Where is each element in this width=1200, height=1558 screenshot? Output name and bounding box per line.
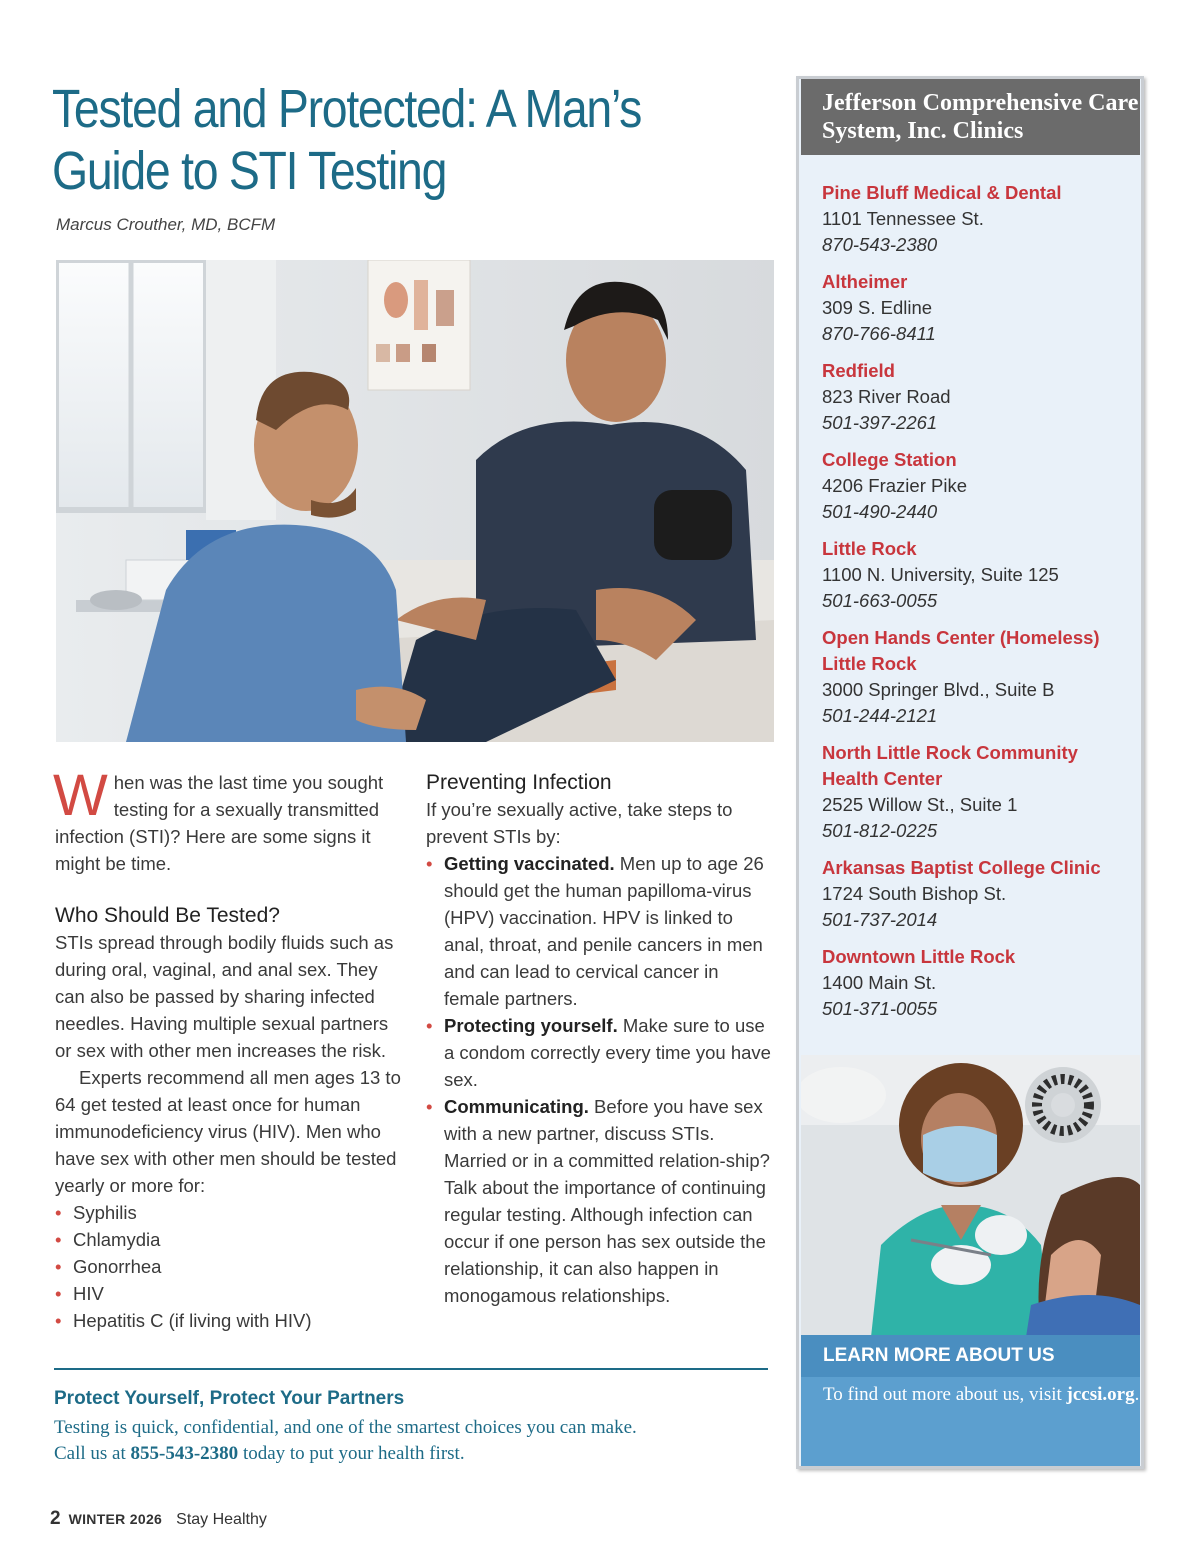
callout-phone[interactable]: 855-543-2380 [130,1443,239,1464]
intro-text: hen was the last time you sought testing for a sexually transmitted infection (STI)? Here are some signs it might be time. [55,772,384,874]
clinic-address: 1400 Main St. [822,972,937,993]
clinic-phone[interactable]: 501-244-2121 [822,705,938,726]
clinic-phone[interactable]: 501-371-0055 [822,998,938,1019]
page-number: 2 [50,1508,61,1529]
title-line-2: Guide to STI Testing [52,141,447,201]
clinic-name: Redfield [822,360,895,381]
clinic-name: Altheimer [822,271,908,292]
clinic-address: 3000 Springer Blvd., Suite B [822,679,1055,700]
clinic-name: Pine Bluff Medical & Dental [822,182,1062,203]
callout-body [54,1415,774,1467]
dentist-illustration [801,1055,1140,1337]
clinic-phone[interactable]: 870-543-2380 [822,234,938,255]
callout-heading: Protect Yourself, Protect Your Partners [54,1388,405,1409]
drop-cap: W [53,763,108,828]
clinic-name: Open Hands Center (Homeless) Little Rock [822,627,1100,674]
intro-paragraph [53,763,407,877]
clinic-phone[interactable]: 870-766-8411 [822,323,936,344]
list-item: • Chlamydia [55,1226,407,1253]
callout-line-1: Testing is quick, confidential, and one of the smartest choices you can make. [54,1417,637,1438]
clinic-address: 2525 Willow St., Suite 1 [822,794,1018,815]
clinic-address: 823 River Road [822,386,951,407]
callout-line-2-pre: Call us at [54,1443,131,1464]
clinic-address: 1101 Tennessee St. [822,208,984,229]
list-item: • Gonorrhea [55,1253,407,1280]
clinic-address: 4206 Frazier Pike [822,475,967,496]
item-lead: Protecting yourself. [444,1015,618,1036]
section1-para2: Experts recommend all men ages 13 to 64 get tested at least once for human immunodeficiency virus (HIV). Men who have sex with other men should be tested yearly or more for: [55,1067,401,1196]
clinic-address: 309 S. Edline [822,297,933,318]
hero-photo [56,260,774,742]
publication-name: Stay Healthy [176,1511,267,1528]
section2-intro: If you’re sexually active, take steps to prevent STIs by: [426,799,733,847]
clinic-name: Little Rock [822,538,917,559]
article-column-right [426,769,776,1309]
clinic-entry [822,536,1132,614]
section1-para1: STIs spread through bodily fluids such as during oral, vaginal, and anal sex. They can also be passed by sharing infected needles. Having multiple sexual partners or sex with other men increases the risk. [55,932,394,1061]
list-item: • HIV [55,1280,407,1307]
clinic-entry [822,447,1132,525]
list-item [426,1093,776,1309]
learn-more-body [801,1377,1140,1466]
list-item [426,850,776,1012]
callout-line-2-post: today to put your health first. [238,1443,465,1464]
clinic-phone[interactable]: 501-397-2261 [822,412,938,433]
item-lead: Communicating. [444,1096,589,1117]
clinic-entry [822,855,1132,933]
item-text: Make sure to use a condom correctly every time you have sex. [444,1015,771,1090]
clinic-phone[interactable]: 501-490-2440 [822,501,938,522]
dental-photo [801,1055,1140,1337]
learn-more-end: . [1134,1384,1140,1405]
page-footer [50,1508,267,1530]
byline: Marcus Crouther, MD, BCFM [56,215,276,234]
clinic-entry [822,269,1132,347]
clinic-entry [822,944,1132,1022]
clinic-entry [822,180,1132,258]
prevention-list [426,850,776,1309]
learn-more-heading: LEARN MORE ABOUT US [801,1335,1140,1377]
clinic-entry [822,740,1132,844]
list-item: • Syphilis [55,1199,407,1226]
article-column-left [53,763,407,1334]
clinic-phone[interactable]: 501-737-2014 [822,909,938,930]
clinic-name: College Station [822,449,957,470]
clinic-phone[interactable]: 501-663-0055 [822,590,938,611]
item-text: Before you have sex with a new partner, discuss STIs. Married or in a committed relation-ship? Talk about the importance of continuing regular testing. Although infection can occur if one person has sex outside the relationship, it can also happen in monogamous relationships. [444,1096,770,1306]
article-title [52,78,757,202]
callout-divider [54,1368,768,1370]
learn-more-text: To find out more about us, visit [823,1384,1067,1405]
clinic-entry [822,358,1132,436]
section-heading-who: Who Should Be Tested? [55,904,280,927]
clinic-phone[interactable]: 501-812-0225 [822,820,938,841]
list-item [426,1012,776,1093]
section-heading-preventing: Preventing Infection [426,771,612,794]
item-text: Men up to age 26 should get the human papilloma-virus (HPV) vaccination. HPV is linked to anal, throat, and penile cancers in men and can lead to cervical cancer in female partners. [444,853,764,1009]
issue-label: WINTER 2026 [68,1511,163,1527]
sti-list [55,1199,407,1334]
clinic-name: Arkansas Baptist College Clinic [822,857,1101,878]
clinic-entry [822,625,1132,729]
list-item: • Hepatitis C (if living with HIV) [55,1307,407,1334]
title-line-1: Tested and Protected: A Man’s [52,79,642,139]
clinic-name: Downtown Little Rock [822,946,1016,967]
item-lead: Getting vaccinated. [444,853,615,874]
clinic-name: North Little Rock Community Health Center [822,742,1078,789]
doctor-patient-illustration [56,260,774,742]
clinic-list [822,180,1132,1033]
sidebar-heading: Jefferson Comprehensive Care System, Inc. Clinics [801,79,1140,155]
website-link[interactable]: jccsi.org [1066,1384,1135,1405]
clinic-address: 1100 N. University, Suite 125 [822,564,1059,585]
clinic-address: 1724 South Bishop St. [822,883,1007,904]
